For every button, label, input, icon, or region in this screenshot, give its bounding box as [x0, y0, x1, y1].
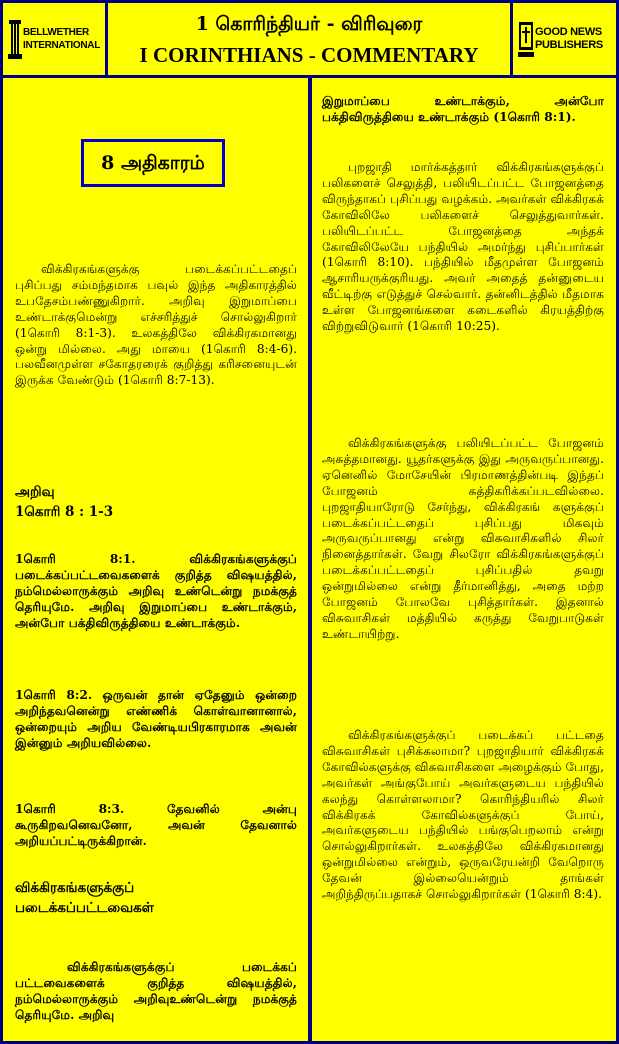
- idol-offerings-paragraph: விக்கிரகங்களுக்குப் படைக்கப் பட்டவைகளைக் குறித்த விஷயத்தில், நம்மெல்லாருக்கும் அறிவுஉண்டென்று நமக்குத் தெரியுமே. அறிவு: [15, 960, 297, 1022]
- logo-left-line2: INTERNATIONAL: [23, 40, 101, 51]
- title-tamil: 1 கொரிந்தியர் - விரிவுரை: [195, 13, 423, 35]
- logo-right-line1: GOOD NEWS: [535, 26, 602, 38]
- verse-8-2: 1கொரி 8:2. ஒருவன் தான் ஏதேனும் ஒன்றை அறிந்தவனென்று எண்ணிக் கொள்வானானால், ஒன்றையும் அறிய வேண்டியபிரகாரமாக அவன் இன்னும் அறியவில்லை.: [15, 688, 297, 750]
- paragraph-unclean-food: விக்கிரகங்களுக்கு பலியிடப்பட்ட போஜனம் அசுத்தமானது. யூதர்களுக்கு இது அருவருப்பானது. ஏனெனில் மோசேயின் பிரமாணத்தின்படி இந்தப் போஜனம் சுத்திகரிக்கப்படவில்லை. புறஜாதியாரோடு சேர்ந்து, விக்கிரகங் களுக்குப் படைக்கப்பட்டதைப் புசிப்பது மிகவும் அருவருப்பானது என்று விசுவாசிகளில் சிலர் நினைத்தார்கள். வேறு சிலரோ விக்கிரகங்களுக்குப் படைக்கப்பட்டதைப் புசிப்பதில் தவறு ஒன்றுமில்லை என்று தீர்மானித்து, அதை மற்ற போஜனம் போலவே புசித்தார்கள். இதனால் விசுவாசிகள் மத்தியில் கருத்து வேறுபாடுகள் உண்டாயிற்று.: [322, 436, 604, 641]
- title-banner: [108, 3, 510, 75]
- continuation-paragraph: இறுமாப்பை உண்டாக்கும், அன்போ பக்திவிருத்தியை உண்டாக்கும் (1கொரி 8:1).: [322, 94, 604, 124]
- title-english: I CORINTHIANS - COMMENTARY: [139, 43, 479, 67]
- chapter-heading: 8 அதிகாரம்: [81, 139, 225, 187]
- section-title-knowledge: அறிவு: [15, 484, 55, 500]
- book-icon: [517, 18, 535, 60]
- paragraph-may-believers-eat: விக்கிரகங்களுக்குப் படைக்கப் பட்டதை விசுவாசிகள் புசிக்கலாமா? புறஜாதியார் விக்கிரகக் கோவில்களுக்கு விசுவாசிகளை அழைக்கும் போது, அவர்கள் அங்குபோய் அவர்களுடைய பந்தியில் கலந்து கொள்ளலாமா? கொரிந்தியரில் சிலர் விக்கிரகக் கோவில்களுக்குப் போய், அவர்களுடைய பந்தியில் பங்குபெறலாம் என்று சொல்லுகிறார்கள். உலகத்திலே விக்கிரகமானது ஒன்றுமில்லை என்றும், ஒருவரேயன்றி வேறொரு தேவன் இல்லையென்றும் தாங்கள் அறிந்திருப்பதாகச் சொல்லுகிறார்கள் (1கொரி 8:4).: [322, 728, 604, 902]
- good-news-logo: [513, 3, 616, 75]
- pillar-icon: [7, 18, 23, 60]
- logo-right-line2: PUBLISHERS: [535, 39, 603, 51]
- bellwether-logo: [3, 3, 105, 75]
- intro-paragraph: விக்கிரகங்களுக்கு படைக்கப்பட்டதைப் புசிப்பது சம்மந்தமாக பவுல் இந்த அதிகாரத்தில் உபதேசம்பண்ணுகிறார். அறிவு இறுமாப்பை உண்டாக்குமென்று எச்சரித்துச் சொல்லுகிறார் (1கொரி 8:1-3). உலகத்திலே விக்கிரகமானது ஒன்று மில்லை. அது மாயை (1கொரி 8:4-6). பலவீனமுள்ள சகோதரரைக் குறித்து கரிசனையுடன் இருக்க வேண்டும் (1கொரி 8:7-13).: [15, 262, 297, 388]
- verse-8-3: 1கொரி 8:3. தேவனில் அன்பு கூருகிறவனெவனோ, அவன் தேவனால் அறியப்பட்டிருக்கிறான்.: [15, 802, 297, 848]
- left-column: [3, 78, 308, 1041]
- paragraph-gentile-sacrifices: புறஜாதி மார்க்கத்தார் விக்கிரகங்களுக்குப் பலிகளைச் செலுத்தி, பலியிடப்பட்ட போஜனத்தை விருந்தாகப் புசிப்பது வழக்கம். அவர்கள் விக்கிரகக் கோவிலிலே பலிகளைச் செலுத்துவார்கள். பலியிடப்பட்ட போஜனத்தை அந்தக் கோவிலிலேயே பந்தியில் அமர்ந்து புசிப்பார்கள் (1கொரி 8:10). பந்தியில் மீதமுள்ள போஜனம் ஆசாரியருக்குரியது. அவர் அதைத் தன்னுடைய வீட்டிற்கு எடுத்துச் செல்வார். தன்னிடத்தில் மீதமாக உள்ள போஜனங்களை கடைகளில் கிரயத்திற்கு விற்றுவிடுவார் (1கொரி 10:25).: [322, 160, 604, 334]
- section-title-idol-offerings: விக்கிரகங்களுக்குப் படைக்கப்பட்டவைகள்: [15, 880, 154, 916]
- right-column: [312, 78, 616, 1041]
- section-reference: 1கொரி 8 : 1-3: [15, 504, 114, 520]
- logo-left-line1: BELLWETHER: [23, 27, 89, 38]
- verse-8-1: 1கொரி 8:1. விக்கிரகங்களுக்குப் படைக்கப்பட்டவைகளைக் குறித்த விஷயத்தில், நம்மெல்லாருக்கும் அறிவு உண்டென்று நமக்குத் தெரியுமே. அறிவு இறுமாப்பை உண்டாக்கும், அன்போ பக்திவிருத்தியை உண்டாக்கும்.: [15, 552, 297, 630]
